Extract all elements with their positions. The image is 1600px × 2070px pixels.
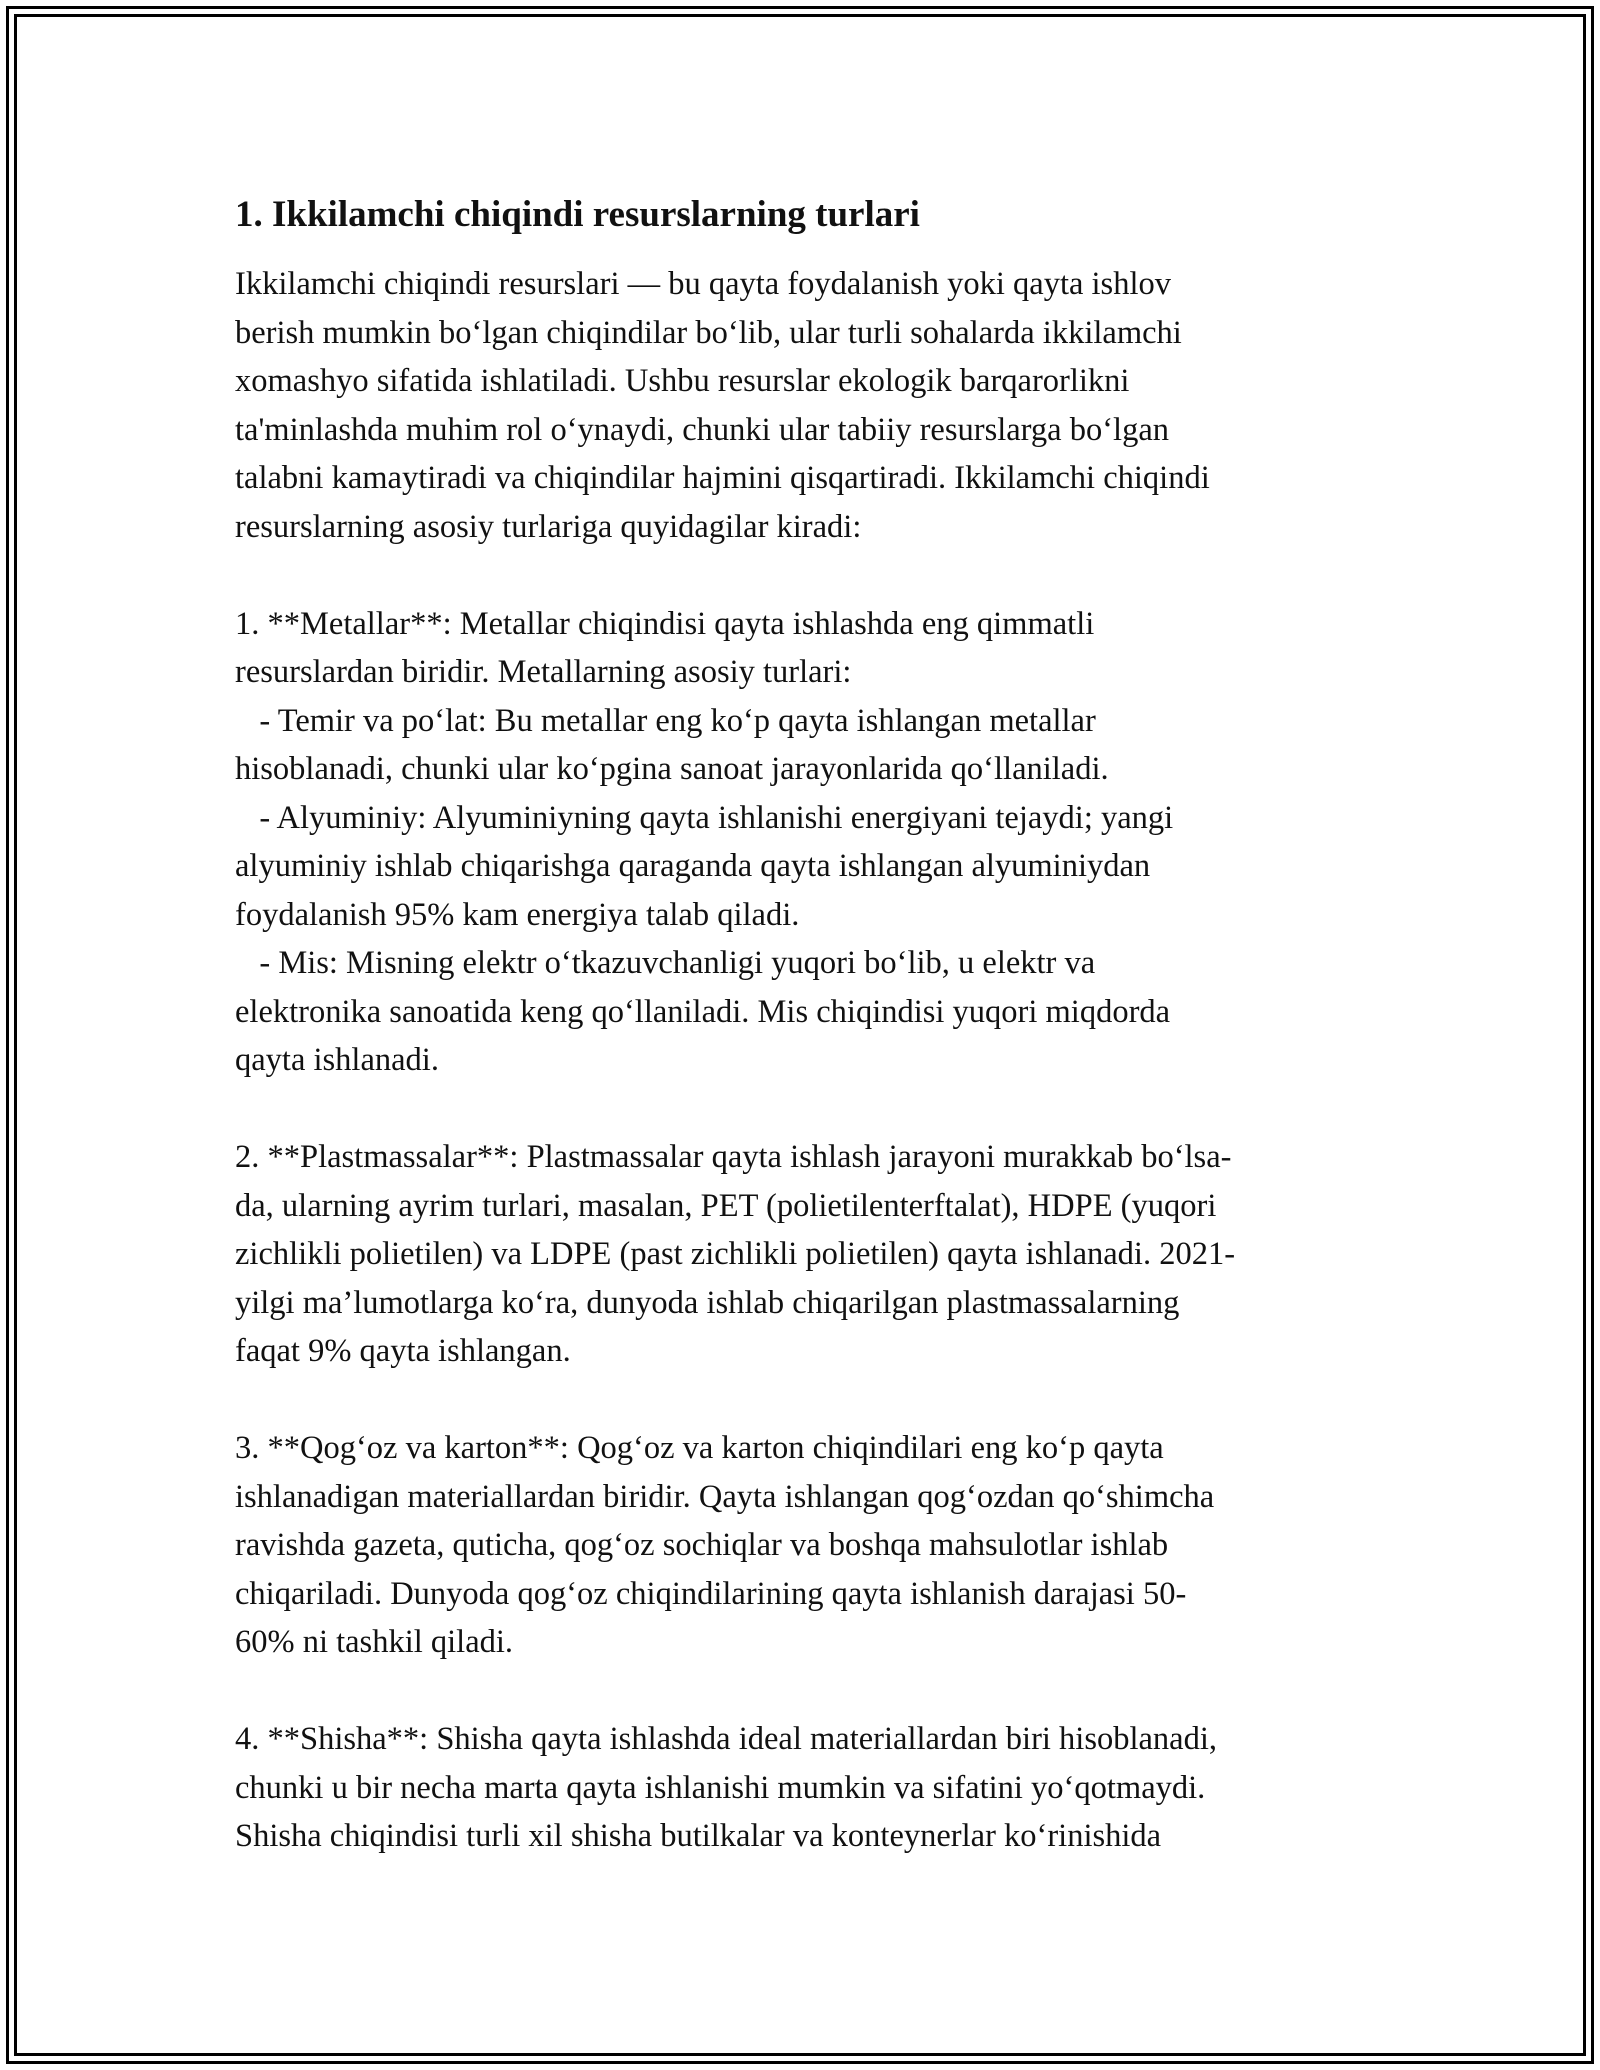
intro-paragraph: Ikkilamchi chiqindi resurslari — bu qayta foydalanish yoki qayta ishlov berish mumkin bo‘lgan chiqindilar bo‘lib, ular turli sohalarda ikkilamchi xomashyo sifatida ishlatiladi. Ushbu resurslar ekologik barqarorlikni ta'minlashda muhim rol o‘ynaydi, chunki ular tabiiy resurslarga bo‘lgan talabni kamaytiradi va chiqindilar hajmini qisqartiradi. Ikkilamchi chiqindi resurslarning asosiy turlariga quyidagilar kiradi: xyxy=(235,266,1210,545)
metals-paragraph: 1. **Metallar**: Metallar chiqindisi qayta ishlashda eng qimmatli resurslardan biridir. Metallarning asosiy turlari: - Temir va po‘lat: Bu metallar eng ko‘p qayta ishlangan metallar hisoblanadi, chunki ular ko‘pgina sanoat jarayonlarida qo‘llaniladi. - Alyuminiy: Alyuminiyning qayta ishlanishi energiyani tejaydi; yangi alyuminiy ishlab chiqarishga qaraganda qayta ishlangan alyuminiydan foydalanish 95% kam energiya talab qiladi. - Mis: Misning elektr o‘tkazuvchanligi yuqori bo‘lib, u elektr va elektronika sanoatida keng qo‘llaniladi. Mis chiqindisi yuqori miqdorda qayta ishlanadi. xyxy=(235,605,1174,1078)
glass-paragraph: 4. **Shisha**: Shisha qayta ishlashda ideal materiallardan biri hisoblanadi, chunki u bir necha marta qayta ishlanishi mumkin va sifatini yo‘qotmaydi. Shisha chiqindisi turli xil shisha butilkalar va konteynerlar ko‘rinishida xyxy=(235,1721,1218,1854)
document-body xyxy=(235,190,1375,1861)
plastics-paragraph: 2. **Plastmassalar**: Plastmassalar qayta ishlash jarayoni murakkab bo‘lsa- da, ularning ayrim turlari, masalan, PET (polietilenterftalat), HDPE (yuqori zichlikli polietilen) va LDPE (past zichlikli polietilen) qayta ishlanadi. 2021- yilgi ma’lumotlarga ko‘ra, dunyoda ishlab chiqarilgan plastmassalarning faqat 9% qayta ishlangan. xyxy=(235,1139,1236,1369)
section-heading: 1. Ikkilamchi chiqindi resurslarning turlari xyxy=(235,194,920,235)
paper-paragraph: 3. **Qog‘oz va karton**: Qog‘oz va karton chiqindilari eng ko‘p qayta ishlanadigan materiallardan biridir. Qayta ishlangan qog‘ozdan qo‘shimcha ravishda gazeta, quticha, qog‘oz sochiqlar va boshqa mahsulotlar ishlab chiqariladi. Dunyoda qog‘oz chiqindilarining qayta ishlanish darajasi 50- 60% ni tashkil qiladi. xyxy=(235,1430,1215,1660)
